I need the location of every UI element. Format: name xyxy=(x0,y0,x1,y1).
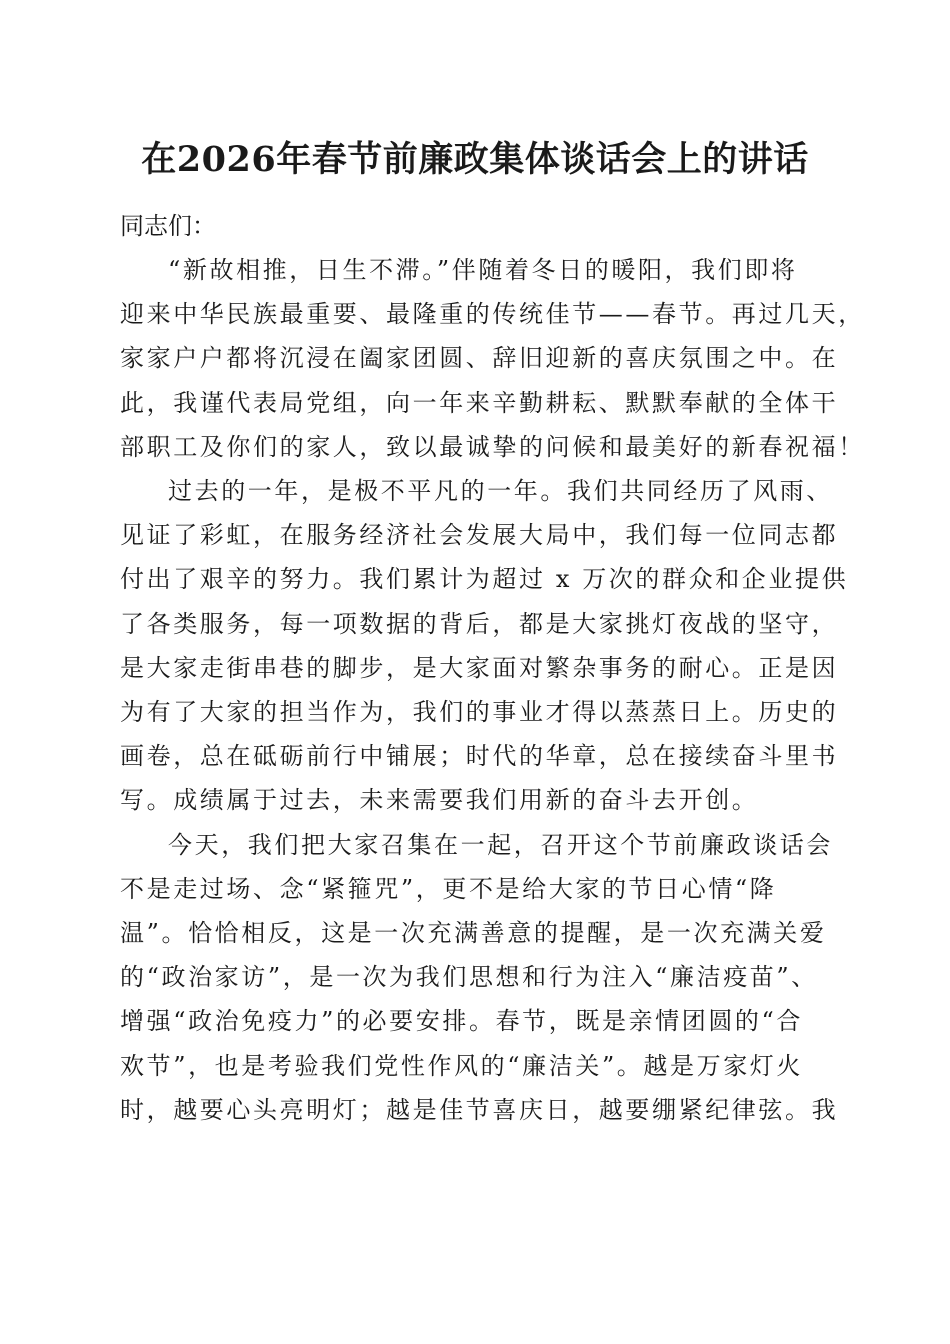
paragraph-line: 不是走过场、念“紧箍咒”，更不是给大家的节日心情“降 xyxy=(120,874,777,903)
paragraph-line: 此，我谨代表局党组，向一年来辛勤耕耘、默默奉献的全体干 xyxy=(120,388,839,417)
paragraph-line: 增强“政治免疫力”的必要安排。春节，既是亲情团圆的“合 xyxy=(120,1007,804,1036)
paragraph-line: 欢节”，也是考验我们党性作风的“廉洁关”。越是万家灯火 xyxy=(120,1051,804,1080)
paragraph-line: 时，越要心头亮明灯；越是佳节喜庆日，越要绷紧纪律弦。我 xyxy=(120,1095,839,1124)
paragraph-line: 部职工及你们的家人，致以最诚挚的问候和最美好的新春祝福！ xyxy=(120,432,865,461)
paragraph-line: 是大家走街串巷的脚步，是大家面对繁杂事务的耐心。正是因 xyxy=(120,653,839,682)
paragraph-line: 画卷，总在砥砺前行中铺展；时代的华章，总在接续奋斗里书 xyxy=(120,742,839,771)
document-title: 在2026年春节前廉政集体谈话会上的讲话 xyxy=(141,139,809,180)
paragraph-line: 见证了彩虹，在服务经济社会发展大局中，我们每一位同志都 xyxy=(120,521,839,550)
paragraph-line: 迎来中华民族最重要、最隆重的传统佳节——春节。再过几天， xyxy=(120,300,865,329)
paragraph-line: “新故相推，日生不滞。”伴随着冬日的暖阳，我们即将 xyxy=(168,256,798,284)
greeting: 同志们： xyxy=(120,212,216,240)
paragraph-line: 今天，我们把大家召集在一起，召开这个节前廉政谈话会 xyxy=(168,830,833,859)
document-body xyxy=(120,204,865,1132)
paragraph-line: 了各类服务，每一项数据的背后，都是大家挑灯夜战的坚守， xyxy=(120,609,839,638)
paragraph-line: 家家户户都将沉浸在阖家团圆、辞旧迎新的喜庆氛围之中。在 xyxy=(120,344,839,373)
paragraph-2 xyxy=(120,469,849,823)
paragraph-line: 温”。恰恰相反，这是一次充满善意的提醒，是一次充满关爱 xyxy=(120,919,827,948)
paragraph-line: 写。成绩属于过去，未来需要我们用新的奋斗去开创。 xyxy=(120,786,759,815)
paragraph-3 xyxy=(120,823,839,1132)
paragraph-line: 过去的一年，是极不平凡的一年。我们共同经历了风雨、 xyxy=(168,477,833,506)
paragraph-line: 付出了艰辛的努力。我们累计为超过 x 万次的群众和企业提供 xyxy=(120,565,849,594)
paragraph-line: 的“政治家访”，是一次为我们思想和行为注入“廉洁疫苗”、 xyxy=(120,963,818,992)
paragraph-line: 为有了大家的担当作为，我们的事业才得以蒸蒸日上。历史的 xyxy=(120,698,839,727)
paragraph-1 xyxy=(120,248,865,469)
